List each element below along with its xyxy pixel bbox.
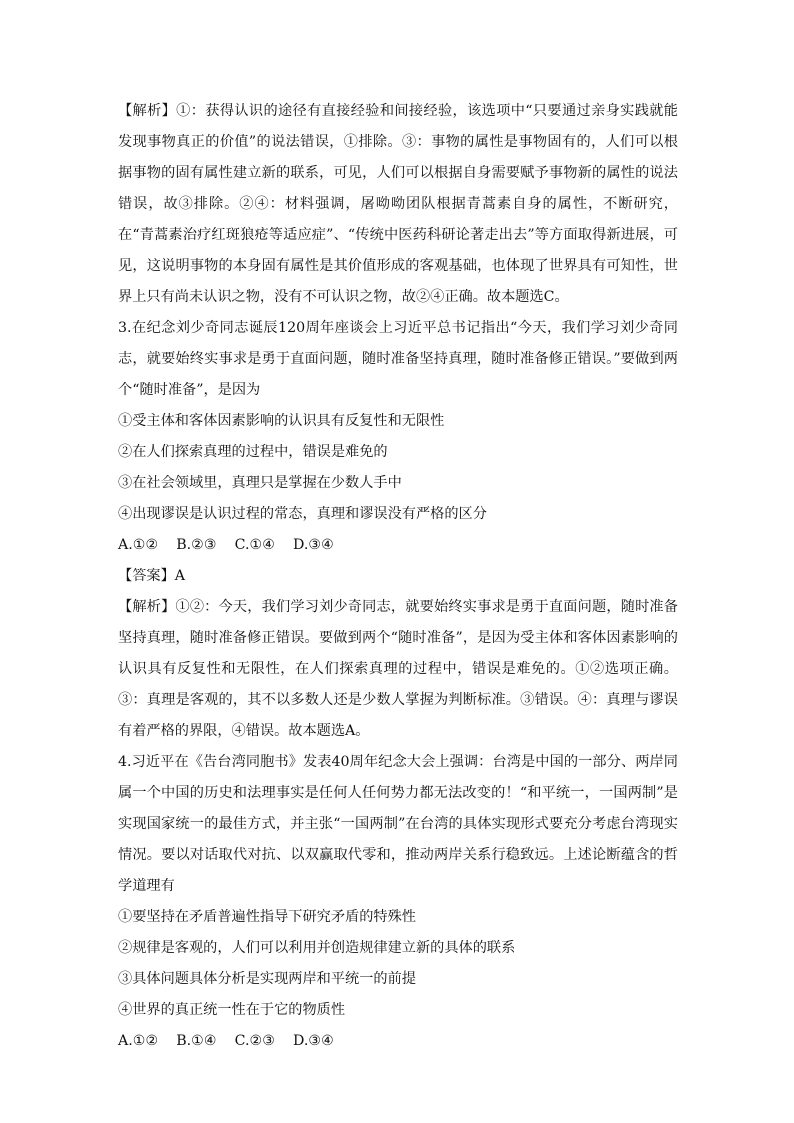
question-3-statement-4: ④出现谬误是认识过程的常态，真理和谬误没有严格的区分 xyxy=(118,506,487,522)
question-3-answer: 【答案】A xyxy=(118,568,185,584)
document-body xyxy=(118,96,678,1057)
question-4-stem: 4.习近平在《告台湾同胞书》发表40周年纪念大会上强调：台湾是中国的一部分、两岸同属一个中国的历史和法理事实是任何人任何势力都无法改变的！“和平统一，一国两制”是实现国家统一的最佳方式，并主张“一国两制”在台湾的具体实现形式要充分考虑台湾现实情况。要以对话取代对抗、以双赢取代零和，推动两岸关系行稳致远。上述论断蕴含的哲学道理有 xyxy=(118,754,678,894)
question-4-statement-1: ①要坚持在矛盾普遍性指导下研究矛盾的特殊性 xyxy=(118,909,416,925)
question-4-options: A.①② B.①④ C.②③ D.③④ xyxy=(118,1033,334,1049)
question-4-statement-3: ③具体问题具体分析是实现两岸和平统一的前提 xyxy=(118,971,416,987)
question-3-statement-2: ②在人们探索真理的过程中，错误是难免的 xyxy=(118,444,388,460)
question-3-statement-1: ①受主体和客体因素影响的认识具有反复性和无限性 xyxy=(118,413,445,429)
question-3-options: A.①② B.②③ C.①④ D.③④ xyxy=(118,537,334,553)
question-3-stem: 3.在纪念刘少奇同志诞辰120周年座谈会上习近平总书记指出“今天，我们学习刘少奇同志，就要始终实事求是勇于直面问题，随时准备坚持真理，随时准备修正错误。”要做到两个“随时准备”，是因为 xyxy=(118,320,678,398)
question-4-statement-2: ②规律是客观的，人们可以利用并创造规律建立新的具体的联系 xyxy=(118,940,516,956)
question-3-statement-3: ③在社会领域里，真理只是掌握在少数人手中 xyxy=(118,475,402,491)
question-4-statement-4: ④世界的真正统一性在于它的物质性 xyxy=(118,1002,346,1018)
question-3-analysis: 【解析】①②：今天，我们学习刘少奇同志，就要始终实事求是勇于直面问题，随时准备坚持真理，随时准备修正错误。要做到两个“随时准备”，是因为受主体和客体因素影响的认识具有反复性和无限性，在人们探索真理的过程中，错误是难免的。①②选项正确。③：真理是客观的，其不以多数人还是少数人掌握为判断标准。③错误。④：真理与谬误有着严格的界限，④错误。故本题选A。 xyxy=(118,599,678,739)
analysis-paragraph-q2: 【解析】①：获得认识的途径有直接经验和间接经验，该选项中“只要通过亲身实践就能发现事物真正的价值”的说法错误，①排除。③：事物的属性是事物固有的，人们可以根据事物的固有属性建立新的联系，可见，人们可以根据自身需要赋予事物新的属性的说法错误，故③排除。②④：材料强调，屠呦呦团队根据青蒿素自身的属性，不断研究，在“青蒿素治疗红斑狼疮等适应症”、“传统中医药科研论著走出去”等方面取得新进展，可见，这说明事物的本身固有属性是其价值形成的客观基础，也体现了世界具有可知性，世界上只有尚未认识之物，没有不可认识之物，故②④正确。故本题选C。 xyxy=(118,103,678,305)
